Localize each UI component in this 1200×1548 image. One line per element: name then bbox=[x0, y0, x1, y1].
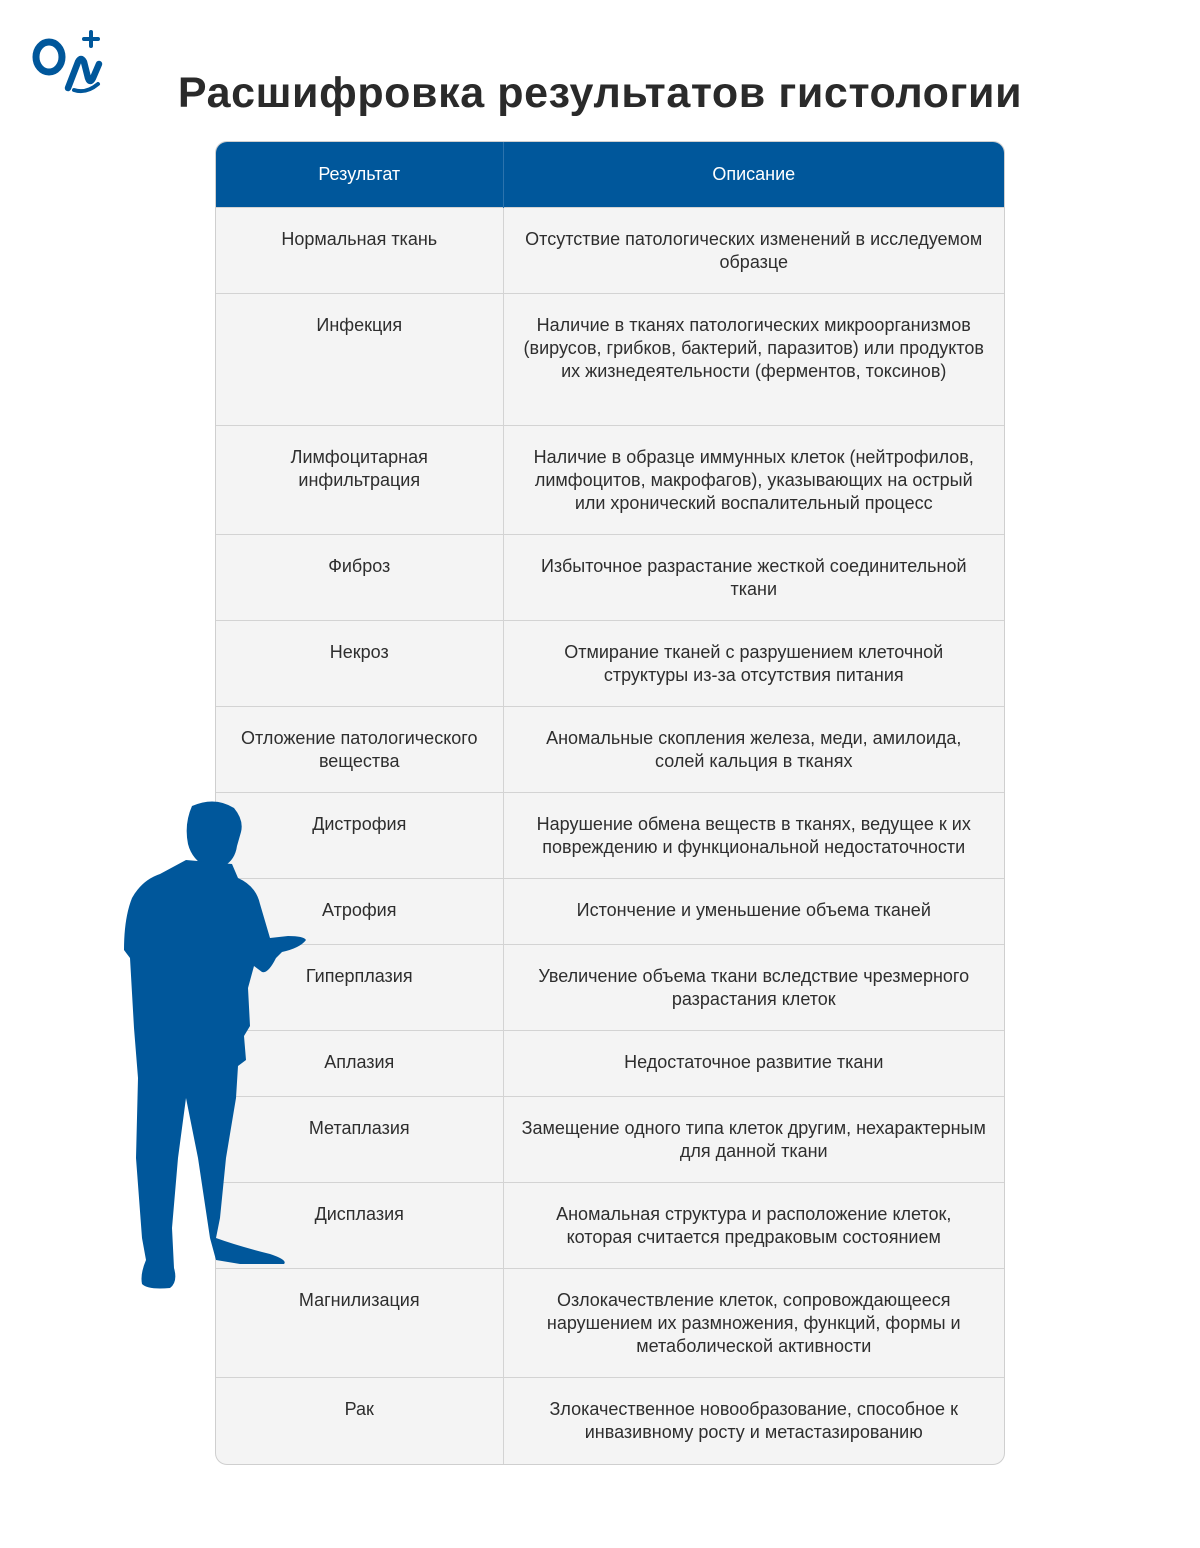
cell-description: Отмирание тканей с разрушением клеточной структуры из-за отсутствия питания bbox=[503, 621, 1004, 707]
cell-description: Увеличение объема ткани вследствие чрезмерного разрастания клеток bbox=[503, 945, 1004, 1031]
table-row bbox=[216, 1097, 1004, 1183]
table-row bbox=[216, 1269, 1004, 1378]
table-row bbox=[216, 793, 1004, 879]
cell-description: Аномальная структура и расположение клеток, которая считается предраковым состоянием bbox=[503, 1183, 1004, 1269]
cell-result: Отложение патологического вещества bbox=[216, 707, 503, 793]
cell-description: Отсутствие патологических изменений в исследуемом образце bbox=[503, 208, 1004, 294]
header-description: Описание bbox=[503, 142, 1004, 208]
cell-description: Нарушение обмена веществ в тканях, ведущее к их повреждению и функциональной недостаточности bbox=[503, 793, 1004, 879]
cell-result: Лимфоцитарная инфильтрация bbox=[216, 426, 503, 535]
table-header-row bbox=[216, 142, 1004, 208]
cell-description: Злокачественное новообразование, способное к инвазивному росту и метастазированию bbox=[503, 1378, 1004, 1464]
table-row bbox=[216, 879, 1004, 945]
person-silhouette-icon bbox=[120, 798, 320, 1293]
cell-result: Некроз bbox=[216, 621, 503, 707]
cell-result: Рак bbox=[216, 1378, 503, 1464]
cell-description: Избыточное разрастание жесткой соединительной ткани bbox=[503, 535, 1004, 621]
cell-result: Нормальная ткань bbox=[216, 208, 503, 294]
cell-result: Инфекция bbox=[216, 294, 503, 426]
cell-description: Замещение одного типа клеток другим, нехарактерным для данной ткани bbox=[503, 1097, 1004, 1183]
cell-result: Метаплазия bbox=[216, 1097, 503, 1183]
cell-description: Наличие в тканях патологических микроорганизмов (вирусов, грибков, бактерий, паразитов) или продуктов их жизнедеятельности (ферментов, токсинов) bbox=[503, 294, 1004, 426]
table-row bbox=[216, 945, 1004, 1031]
cell-result: Магнилизация bbox=[216, 1269, 503, 1378]
histology-table bbox=[215, 141, 1005, 1465]
table-row bbox=[216, 1031, 1004, 1097]
cell-result: Фиброз bbox=[216, 535, 503, 621]
cell-description: Аномальные скопления железа, меди, амилоида, солей кальция в тканях bbox=[503, 707, 1004, 793]
table-row bbox=[216, 621, 1004, 707]
cell-description: Наличие в образце иммунных клеток (нейтрофилов, лимфоцитов, макрофагов), указывающих на острый или хронический воспалительный процесс bbox=[503, 426, 1004, 535]
cell-result: Дисплазия bbox=[216, 1183, 503, 1269]
table-row bbox=[216, 707, 1004, 793]
page-title: Расшифровка результатов гистологии bbox=[177, 68, 1023, 117]
table-row bbox=[216, 426, 1004, 535]
header-result: Результат bbox=[216, 142, 503, 208]
table-row bbox=[216, 535, 1004, 621]
cell-description: Недостаточное развитие ткани bbox=[503, 1031, 1004, 1097]
cell-result: Атрофия bbox=[216, 879, 503, 945]
cell-description: Истончение и уменьшение объема тканей bbox=[503, 879, 1004, 945]
cell-result: Дистрофия bbox=[216, 793, 503, 879]
cell-result: Гиперплазия bbox=[216, 945, 503, 1031]
cell-description: Озлокачествление клеток, сопровождающееся нарушением их размножения, функций, формы и метаболической активности bbox=[503, 1269, 1004, 1378]
table-row bbox=[216, 1378, 1004, 1464]
table-row bbox=[216, 1183, 1004, 1269]
table-row bbox=[216, 208, 1004, 294]
table-row bbox=[216, 294, 1004, 426]
cell-result: Аплазия bbox=[216, 1031, 503, 1097]
